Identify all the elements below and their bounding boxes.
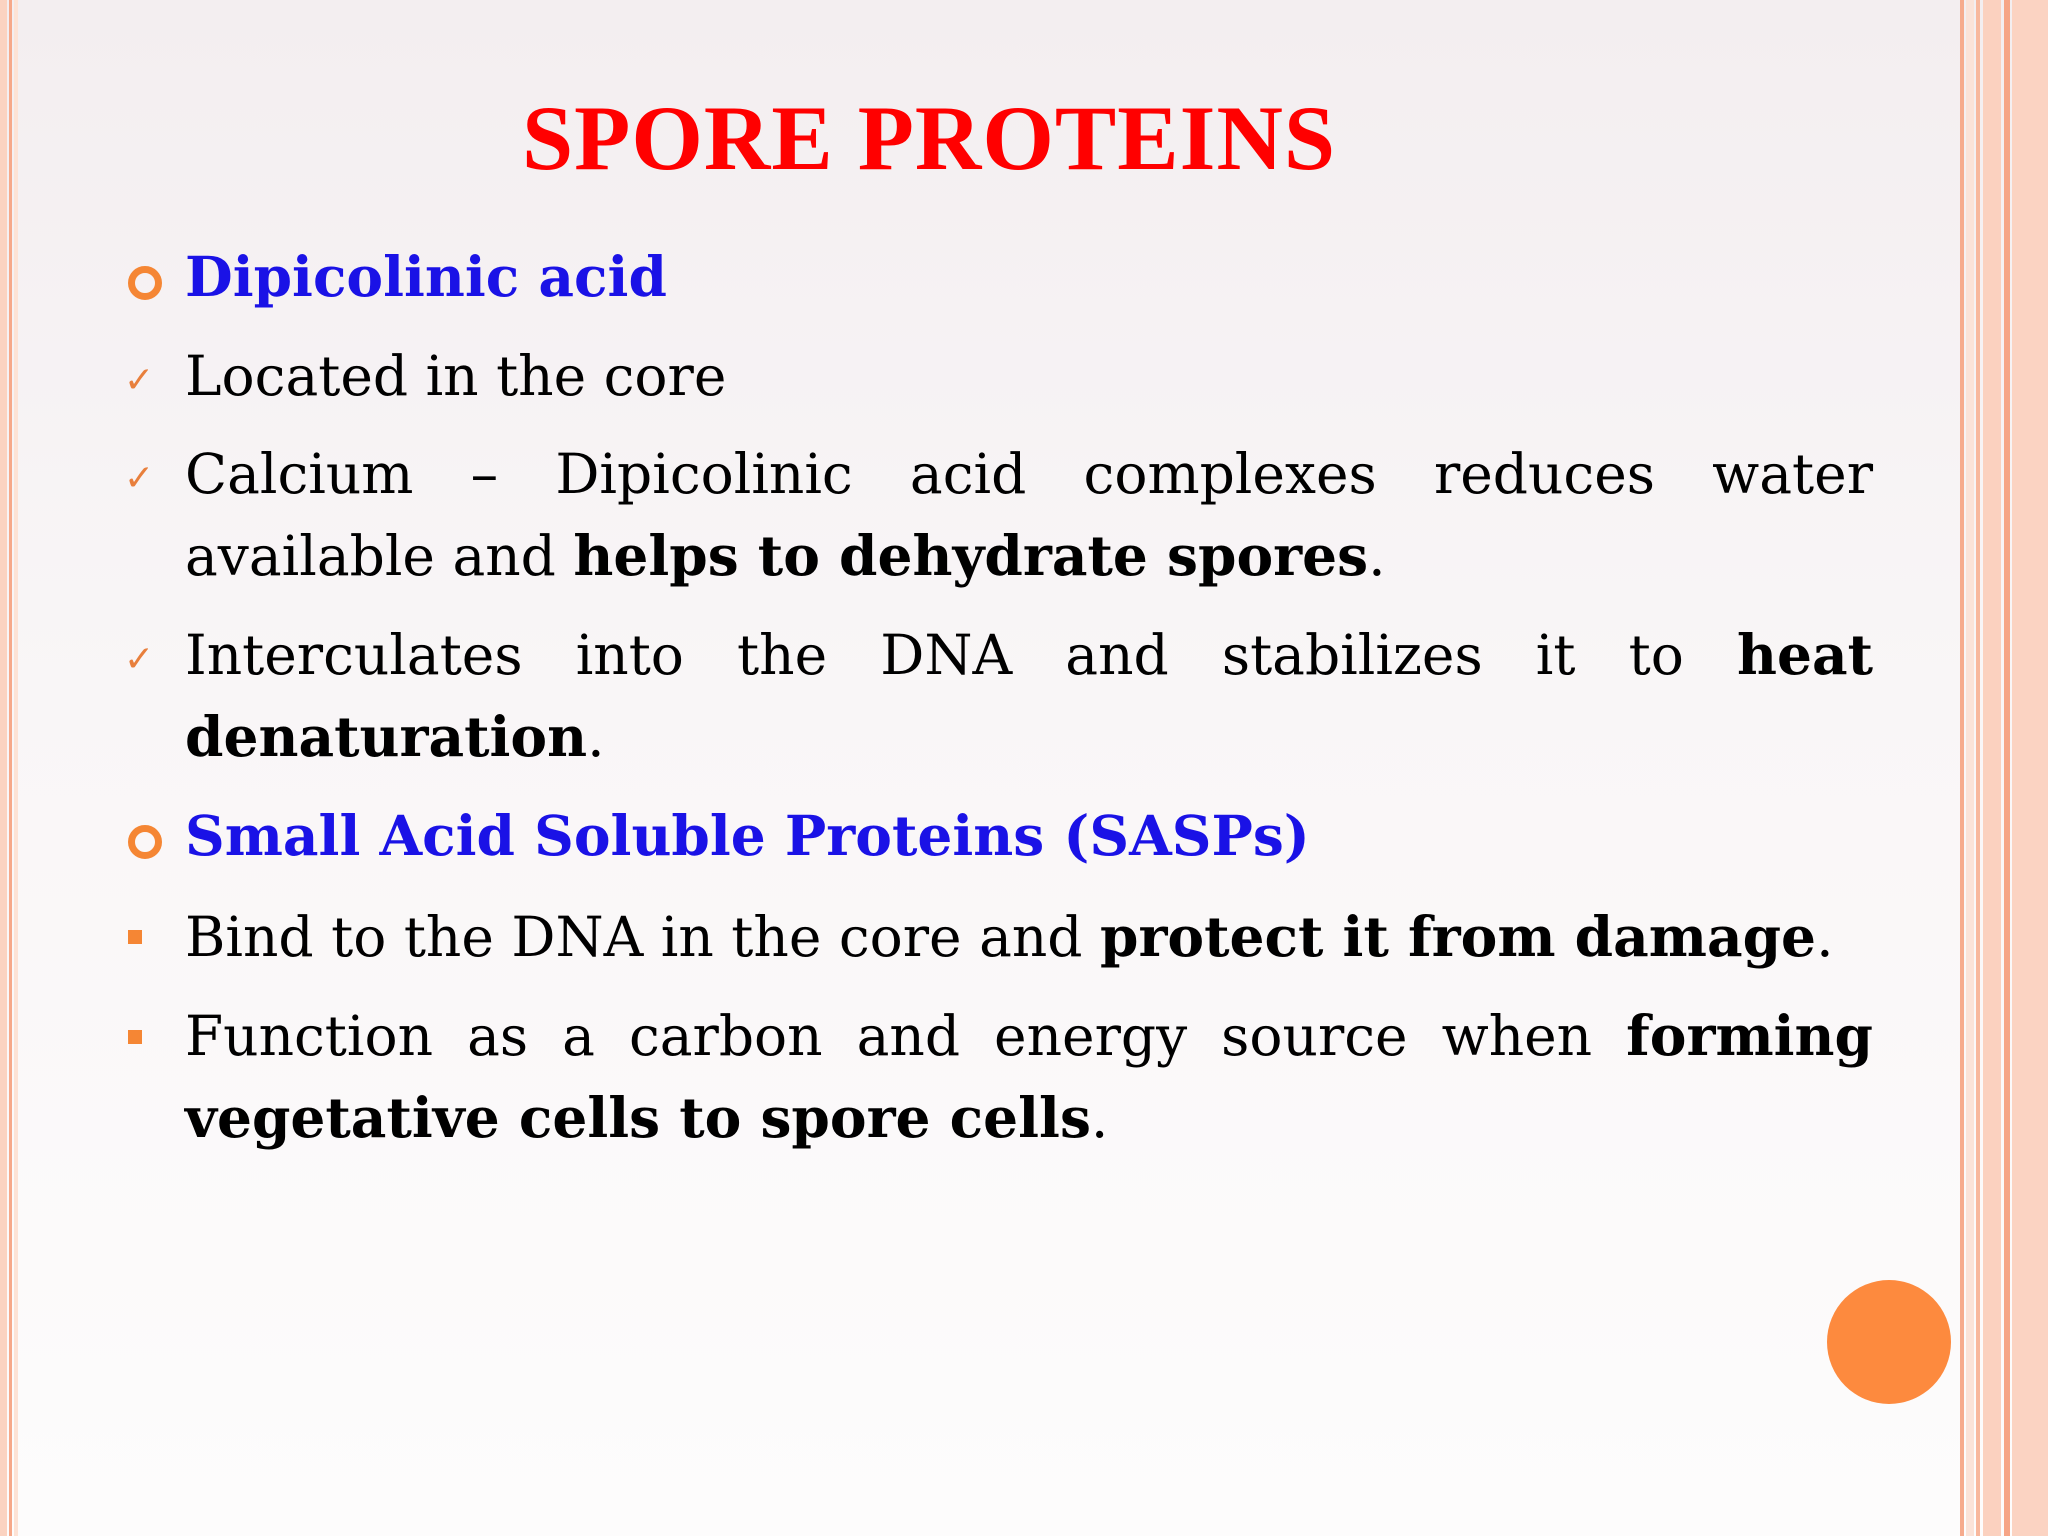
checkmark-icon: ✓ bbox=[124, 360, 155, 401]
right-border-stripe bbox=[1976, 0, 1980, 1536]
bullet-point-carbon-energy-source bbox=[185, 995, 1873, 1159]
point-emphasis: helps to dehydrate spores bbox=[573, 523, 1369, 588]
point-emphasis: protect it from damage bbox=[1100, 904, 1817, 969]
left-border-stripe bbox=[14, 0, 18, 1536]
section-heading-dipicolinic-acid: Dipicolinic acid bbox=[185, 244, 667, 309]
point-emphasis: heat denaturation bbox=[185, 622, 1873, 769]
right-border-stripe bbox=[1983, 0, 2001, 1536]
bullet-point-located-in-core: Located in the core bbox=[185, 344, 727, 408]
bullet-point-bind-dna bbox=[185, 896, 1873, 978]
left-border-stripe bbox=[0, 0, 7, 1536]
point-text-end: . bbox=[1816, 905, 1834, 969]
point-text-end: . bbox=[587, 705, 605, 769]
square-bullet-icon bbox=[128, 1030, 142, 1044]
checkmark-icon: ✓ bbox=[124, 458, 155, 499]
checkmark-icon: ✓ bbox=[124, 639, 155, 680]
left-border-stripe bbox=[9, 0, 12, 1536]
square-bullet-icon bbox=[128, 930, 142, 944]
section-heading-sasps: Small Acid Soluble Proteins (SASPs) bbox=[185, 803, 1310, 868]
point-text-end: . bbox=[1090, 1086, 1109, 1150]
right-border-stripe bbox=[2012, 0, 2048, 1536]
point-text: Interculates into the DNA and stabilizes it to bbox=[185, 623, 1737, 687]
ring-bullet-icon bbox=[128, 825, 162, 859]
right-border-stripe bbox=[1966, 0, 1974, 1536]
bullet-point-interculates-dna bbox=[185, 614, 1873, 778]
point-emphasis: forming vegetative cells to spore cells bbox=[185, 1003, 1873, 1150]
point-text: Calcium – Dipicolinic acid complexes reduces water available and bbox=[185, 442, 1873, 588]
slide-title: SPORE PROTEINS bbox=[522, 87, 1337, 189]
bullet-point-calcium-complexes bbox=[185, 433, 1873, 597]
ring-bullet-icon bbox=[128, 266, 162, 300]
right-border-stripe bbox=[2004, 0, 2010, 1536]
point-text: Function as a carbon and energy source when bbox=[185, 1004, 1627, 1068]
point-text-end: . bbox=[1368, 524, 1386, 588]
right-border-stripe bbox=[1960, 0, 1964, 1536]
point-text: Bind to the DNA in the core and bbox=[185, 905, 1100, 969]
decorative-circle bbox=[1827, 1280, 1951, 1404]
